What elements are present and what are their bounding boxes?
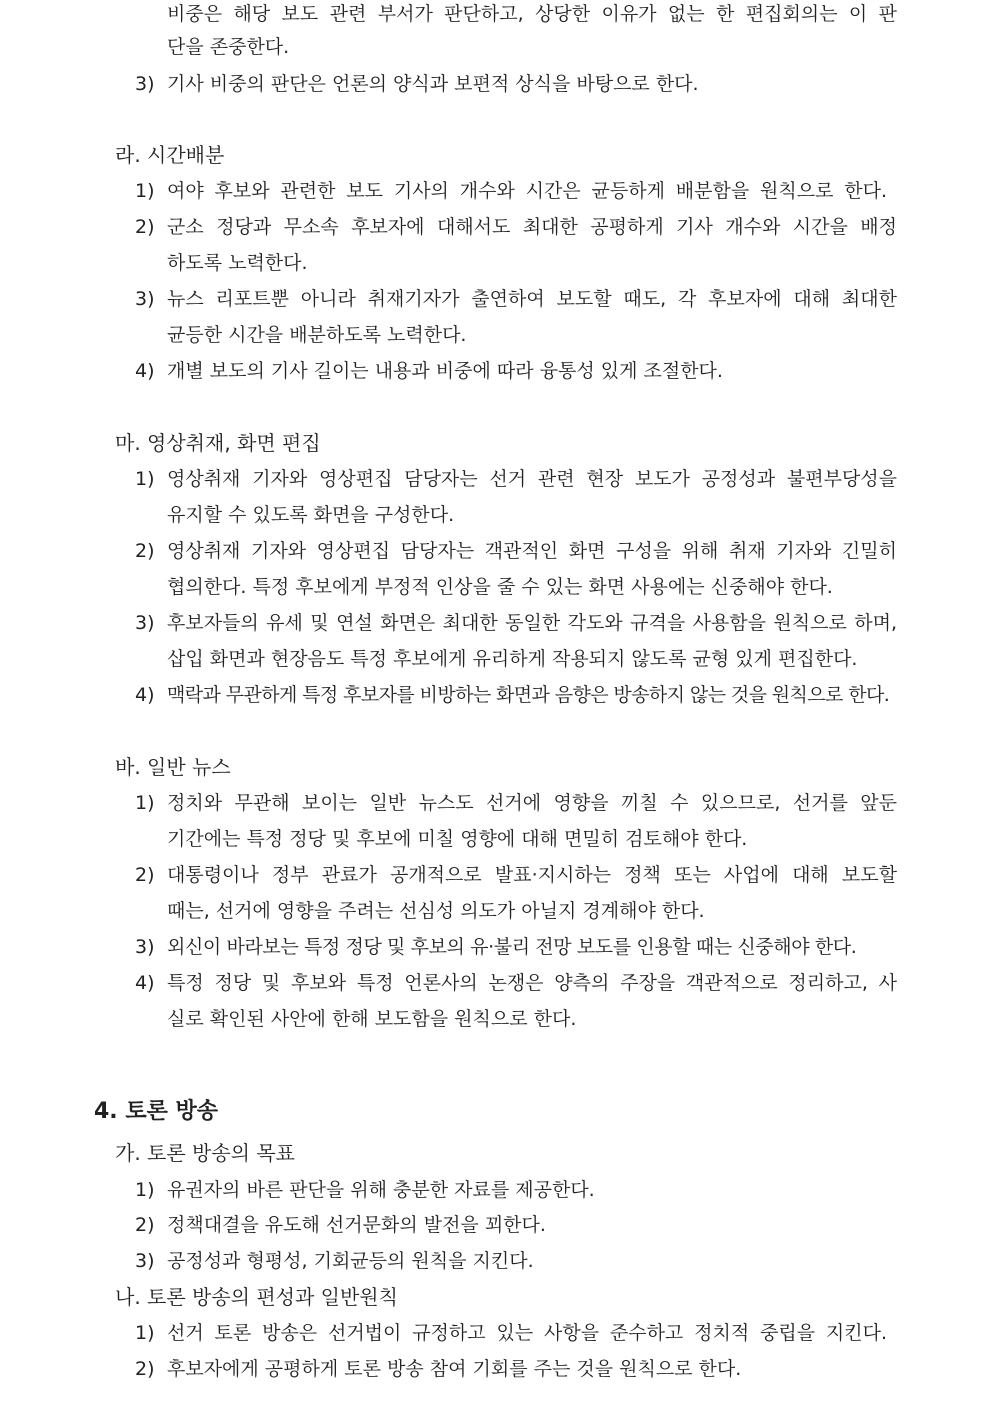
item-number: 3) [135,936,155,958]
item-text: 실로 확인된 사안에 한해 보도함을 원칙으로 한다. [167,1008,577,1030]
item-text: 군소 정당과 무소속 후보자에 대해서도 최대한 공평하게 기사 개수와 시간을 배정 [167,216,897,238]
item-number: 2) [135,540,155,562]
item-text: 기사 비중의 판단은 언론의 양식과 보편적 상식을 바탕으로 한다. [167,73,699,95]
item-text: 후보자에게 공평하게 토론 방송 참여 기회를 주는 것을 원칙으로 한다. [167,1358,742,1380]
item-number: 3) [135,612,155,634]
item-text: 공정성과 형평성, 기회균등의 원칙을 지킨다. [167,1250,534,1272]
item-number: 1) [135,792,155,814]
item-text: 삽입 화면과 현장음도 특정 후보에게 유리하게 작용되지 않도록 균형 있게 편집한다. [167,648,858,670]
section-title-4: 4. 토론 방송 [94,1099,218,1124]
item-number: 1) [135,468,155,490]
item-text: 유권자의 바른 판단을 위해 충분한 자료를 제공한다. [167,1179,595,1201]
subsection-heading-na: 나. 토론 방송의 편성과 일반원칙 [115,1285,398,1309]
item-number: 1) [135,180,155,202]
item-text: 후보자들의 유세 및 연설 화면은 최대한 동일한 각도와 규격을 사용함을 원칙으로 하며, [167,612,897,634]
subsection-heading-ra: 라. 시간배분 [115,143,225,167]
item-text: 뉴스 리포트뿐 아니라 취재기자가 출연하여 보도할 때도, 각 후보자에 대해 최대한 [167,288,897,310]
subsection-heading-ma: 마. 영상취재, 화면 편집 [115,431,321,455]
item-number: 1) [135,1322,155,1344]
item-text: 정치와 무관해 보이는 일반 뉴스도 선거에 영향을 끼칠 수 있으므로, 선거를 앞둔 [167,792,897,814]
item-text: 때는, 선거에 영향을 주려는 선심성 의도가 아닐지 경계해야 한다. [167,900,705,922]
paragraph-line: 단을 존중한다. [167,36,290,58]
item-text: 협의한다. 특정 후보에게 부정적 인상을 줄 수 있는 화면 사용에는 신중해야 한다. [167,576,833,598]
item-text: 선거 토론 방송은 선거법이 규정하고 있는 사항을 준수하고 정치적 중립을 지킨다. [167,1322,887,1344]
item-number: 2) [135,1358,155,1380]
item-number: 1) [135,1179,155,1201]
item-text: 외신이 바라보는 특정 정당 및 후보의 유·불리 전망 보도를 인용할 때는 신중해야 한다. [167,936,857,958]
item-text: 유지할 수 있도록 화면을 구성한다. [167,504,455,526]
item-text: 정책대결을 유도해 선거문화의 발전을 꾀한다. [167,1214,546,1236]
item-number: 2) [135,216,155,238]
item-text: 맥락과 무관하게 특정 후보자를 비방하는 화면과 음향은 방송하지 않는 것을 원칙으로 한다. [167,684,890,706]
item-text: 영상취재 기자와 영상편집 담당자는 선거 관련 현장 보도가 공정성과 불편부당성을 [167,468,897,490]
paragraph-line: 비중은 해당 보도 관련 부서가 판단하고, 상당한 이유가 없는 한 편집회의는 이 판 [167,3,898,25]
item-text: 개별 보도의 기사 길이는 내용과 비중에 따라 융통성 있게 조절한다. [167,360,723,382]
item-text: 대통령이나 정부 관료가 공개적으로 발표·지시하는 정책 또는 사업에 대해 보도할 [167,864,897,886]
item-text: 균등한 시간을 배분하도록 노력한다. [167,324,467,346]
item-text: 하도록 노력한다. [167,252,308,274]
item-number: 2) [135,864,155,886]
item-text: 특정 정당 및 후보와 특정 언론사의 논쟁은 양측의 주장을 객관적으로 정리하고, 사 [167,972,897,994]
item-text: 영상취재 기자와 영상편집 담당자는 객관적인 화면 구성을 위해 취재 기자와 긴밀히 [167,540,897,562]
item-number: 2) [135,1214,155,1236]
item-number: 3) [135,73,155,95]
item-number: 3) [135,288,155,310]
item-number: 3) [135,1250,155,1272]
item-text: 여야 후보와 관련한 보도 기사의 개수와 시간은 균등하게 배분함을 원칙으로 한다. [167,180,887,202]
subsection-heading-ga: 가. 토론 방송의 목표 [115,1141,295,1165]
item-text: 기간에는 특정 정당 및 후보에 미칠 영향에 대해 면밀히 검토해야 한다. [167,828,748,850]
item-number: 4) [135,360,155,382]
subsection-heading-ba: 바. 일반 뉴스 [115,755,231,779]
item-number: 4) [135,684,155,706]
item-number: 4) [135,972,155,994]
